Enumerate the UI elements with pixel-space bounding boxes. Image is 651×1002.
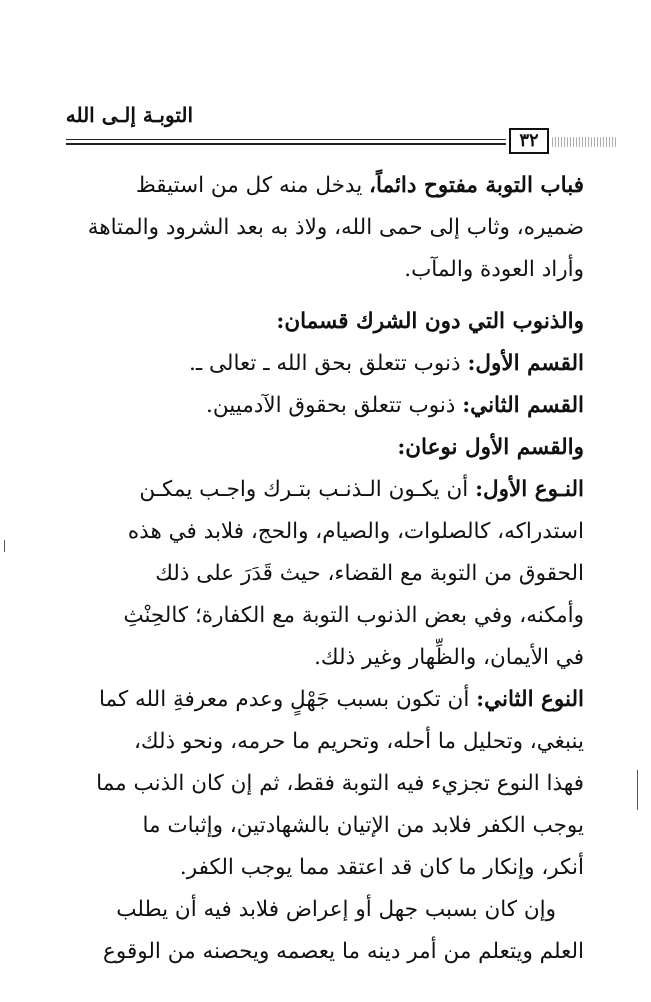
text-line: ضميره، وثاب إلى حمى الله، ولاذ به بعد الشرود والمتاهة [87, 215, 584, 240]
text-line: القسم الثاني: ذنوب تتعلق بحقوق الآدميين. [206, 393, 584, 418]
scan-edge-mark [637, 770, 638, 810]
text-line: القسم الأول: ذنوب تتعلق بحق الله ـ تعالى ـ. [189, 351, 584, 376]
text-line: أنكر، وإنكار ما كان قد اعتقد مما يوجب الكفر. [179, 855, 584, 880]
text-line: فباب التوبة مفتوح دائماً، يدخل منه كل من استيقظ [135, 173, 584, 198]
text-line: ينبغي، وتحليل ما أحله، وتحريم ما حرمه، ونحو ذلك، [133, 729, 584, 754]
decorative-hatch [552, 137, 616, 147]
text-line: وأمكنه، وفي بعض الذنوب التوبة مع الكفارة؛ كالحِنْثِ [123, 603, 584, 628]
header-rule [66, 139, 506, 140]
header-rule-thick [66, 143, 506, 145]
text-line: وإن كان بسبب جهل أو إعراض فلابد فيه أن يطلب [116, 897, 556, 922]
text-line: في الأيمان، والظِّهار وغير ذلك. [314, 645, 584, 670]
page-body [72, 165, 584, 973]
page-number: ٣٢ [509, 128, 549, 154]
text-line: النوع الثاني: أن تكون بسبب جَهْلٍ وعدم معرفةِ الله كما [98, 687, 584, 712]
text-line: يوجب الكفر فلابد من الإتيان بالشهادتين، وإثبات ما [142, 813, 584, 838]
text-line: فهذا النوع تجزيء فيه التوبة فقط، ثم إن كان الذنب مما [96, 771, 584, 796]
text-line: النـوع الأول: أن يكـون الـذنـب بتـرك واجـب يمكـن [139, 477, 584, 502]
scan-edge-mark [4, 540, 5, 552]
running-title: التوبـة إلـى الله [65, 103, 193, 127]
section-heading: والقسم الأول نوعان: [397, 435, 584, 460]
text-line: العلم ويتعلم من أمر دينه ما يعصمه ويحصنه من الوقوع [103, 939, 584, 964]
text-line: الحقوق من التوبة مع القضاء، حيث قَدَرَ على ذلك [155, 561, 584, 586]
text-line: وأراد العودة والمآب. [404, 257, 584, 282]
page-header [0, 0, 651, 160]
text-line: استدراكه، كالصلوات، والصيام، والحج، فلابد في هذه [127, 519, 584, 544]
section-heading: والذنوب التي دون الشرك قسمان: [276, 309, 584, 334]
